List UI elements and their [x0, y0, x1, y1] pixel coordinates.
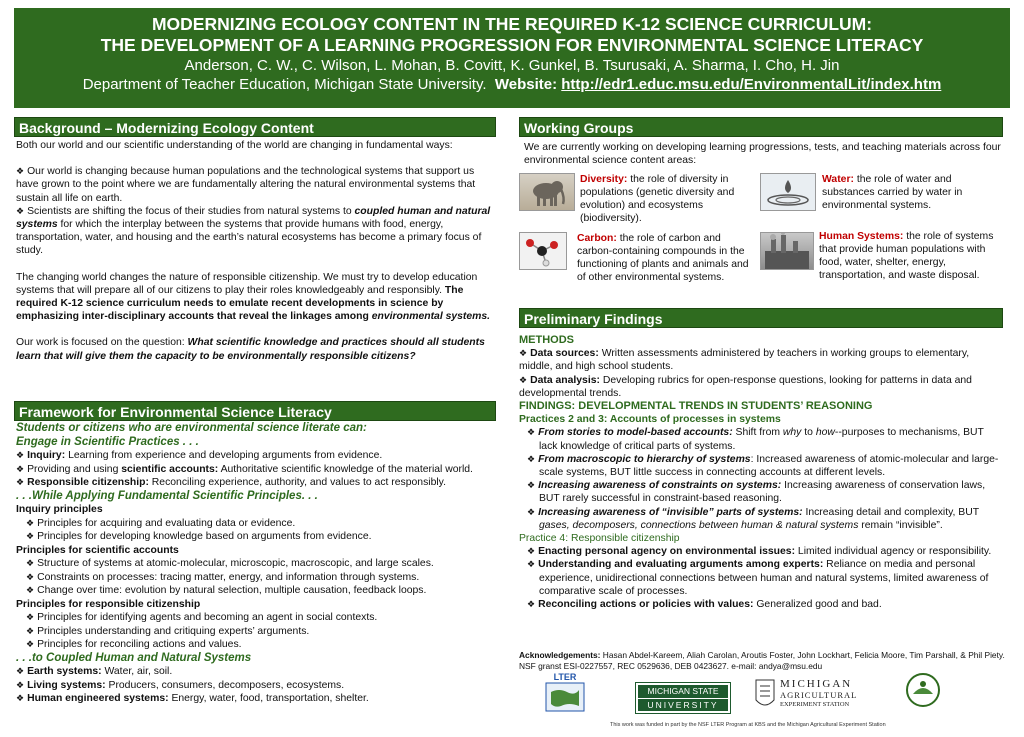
framework-living-systems: ❖ Living systems: Producers, consumers, decomposers, ecosystems. — [16, 679, 345, 691]
kbs-seal-icon — [905, 672, 941, 708]
website-link[interactable]: http://edr1.educ.msu.edu/EnvironmentalLit/index.htm — [561, 76, 942, 93]
framework-lead-3: . . .While Applying Fundamental Scientific Principles. . . — [16, 489, 318, 502]
framework-item-inquiry: ❖ Inquiry: Learning from experience and developing arguments from evidence. — [16, 450, 383, 461]
poster-title-line2: THE DEVELOPMENT OF A LEARNING PROGRESSION FOR ENVIRONMENTAL SCIENCE LITERACY — [100, 35, 924, 55]
framework-lead-1: Students or citizens who are environmental science literate can: — [16, 422, 367, 434]
lter-map-icon — [545, 682, 585, 712]
kbs-seal-logo — [905, 672, 941, 708]
framework-earth-systems: ❖ Earth systems: Water, air, soil. — [16, 666, 173, 677]
carbon-molecule-image — [519, 232, 567, 270]
background-bullet-1: ❖ Our world is changing because human populations and the technological systems that support us have grown to the point where we are fundamentally altering the natural environmental systems that sustain all life on earth. — [16, 166, 476, 204]
water-drop-image — [760, 173, 816, 211]
water-description: Water: the role of water and substances carried by water in environmental systems. — [822, 174, 963, 211]
framework-inquiry-principle-2: ❖ Principles for developing knowledge based on arguments from evidence. — [26, 531, 372, 542]
acknowledgements: Acknowledgements: Hasan Abdel-Kareem, Aliah Carolan, Aroutis Foster, John Lockhart, Felicia Moore, Tim Parshall, & Phil Piety. NSF granst ESI-0227557, REC 0529636, DEB 0423627. e-mail: andya@msu.edu — [519, 650, 1005, 671]
dept-text: Department of Teacher Education, Michigan State University. — [82, 76, 487, 93]
maes-logo — [754, 678, 874, 714]
practice-4-heading: Practice 4: Responsible citizenship — [519, 533, 680, 545]
findings-body — [519, 334, 1005, 611]
poster-authors: Anderson, C. W., C. Wilson, L. Mohan, B. Covitt, K. Gunkel, B. Tsurusaki, A. Sharma, I. Cho, H. Jin — [184, 57, 840, 74]
framework-sci-principle-3: ❖ Change over time: evolution by natural selection, multiple causation, feedback loops. — [26, 585, 427, 596]
finding-invisible-parts: ❖ Increasing awareness of “invisible” parts of systems: Increasing detail and complexity, BUT gases, decomposers, connections between human & natural systems remain “invisible”. — [527, 506, 979, 531]
factory-icon — [761, 233, 813, 269]
background-para-3: Our work is focused on the question: What scientific knowledge and practices should all students learn that will give them the capacity to be environmentally responsible citizens? — [16, 337, 485, 362]
finding-constraints: ❖ Increasing awareness of constraints on systems: Increasing awareness of conservation laws, BUT rarely successful in constraint-based reasoning. — [527, 480, 986, 505]
msu-logo-line1: MICHIGAN STATE — [638, 685, 728, 699]
framework-inquiry-principle-1: ❖ Principles for acquiring and evaluating data or evidence. — [26, 517, 296, 529]
diversity-description: Diversity: the role of diversity in populations (genetic diversity and evolution) and ecosystems (biodiversity). — [580, 174, 735, 224]
framework-resp-principle-1: ❖ Principles for identifying agents and becoming an agent in social contexts. — [26, 612, 378, 623]
finding-stories-to-models: ❖ From stories to model-based accounts: Shift from why to how--purposes to mechanisms, BUT lack knowledge of critical parts of systems. — [527, 427, 984, 452]
finding-evaluating-arguments: ❖ Understanding and evaluating arguments among experts: Reliance on media and personal experience, unidirectional connections between human and natural systems, limited awareness of comparative scale of processes. — [527, 559, 989, 597]
background-intro: Both our world and our scientific understanding of the world are changing in fundamental ways: — [16, 140, 453, 151]
poster-title-line1: MODERNIZING ECOLOGY CONTENT IN THE REQUIRED K-12 SCIENCE CURRICULUM: — [151, 14, 873, 34]
framework-sci-heading: Principles for scientific accounts — [16, 544, 179, 556]
lter-logo-text: LTER — [553, 672, 577, 682]
framework-item-accounts: ❖ Providing and using scientific accounts: Authoritative scientific knowledge of the material world. — [16, 463, 473, 475]
framework-resp-heading: Principles for responsible citizenship — [16, 598, 201, 610]
background-para-2: The changing world changes the nature of responsible citizenship. We must try to develop education systems that will prepare all of our citizens to play their roles knowledgeably and responsibly. The required K-12 science curriculum needs to emulate recent developments in science by emphasizing inter-disciplinary accounts that reveal the linkages among environmental systems. — [16, 271, 491, 323]
practices-2-3-heading: Practices 2 and 3: Accounts of processes in systems — [519, 414, 781, 426]
carbon-description: Carbon: the role of carbon and carbon-containing compounds in the functioning of plants and animals and of other environmental systems. — [577, 233, 749, 283]
msu-logo-line2: UNIVERSITY — [647, 700, 719, 710]
background-bullet-2: ❖ Scientists are shifting the focus of their studies from natural systems to coupled human and natural systems for which the interplay between the systems that provide humans with food, energy, transportation, water, and housing and the earth’s natural ecosystems has become a primary focus of study. — [16, 205, 491, 257]
elephant-image — [519, 173, 575, 211]
methods-data-sources: ❖ Data sources: Written assessments administered by teachers in working groups to elementary, middle, and high school students. — [519, 348, 970, 373]
methods-data-analysis: ❖ Data analysis: Developing rubrics for open-response questions, looking for patterns in data and developmental trends. — [519, 374, 972, 399]
finding-reconciling-actions: ❖ Reconciling actions or policies with values: Generalized good and bad. — [527, 599, 882, 611]
water-drop-icon — [761, 174, 815, 210]
framework-resp-principle-2: ❖ Principles understanding and critiquing experts’ arguments. — [26, 625, 310, 637]
framework-human-systems: ❖ Human engineered systems: Energy, water, food, transportation, shelter. — [16, 693, 369, 704]
human-systems-description: Human Systems: the role of systems that provide human populations with food, water, shelter, energy, transportation, and waste disposal. — [819, 231, 994, 281]
framework-resp-principle-3: ❖ Principles for reconciling actions and values. — [26, 639, 242, 650]
poster-affiliation — [14, 75, 1010, 94]
finding-personal-agency: ❖ Enacting personal agency on environmental issues: Limited individual agency or responsibility. — [527, 546, 992, 558]
website-label: Website: — [494, 76, 558, 93]
msu-logo — [636, 683, 730, 713]
working-groups-intro: We are currently working on developing learning progressions, tests, and teaching materials across four environmental science content areas: — [524, 142, 1001, 167]
framework-sci-principle-1: ❖ Structure of systems at atomic-molecular, microscopic, macroscopic, and large scales. — [26, 558, 434, 569]
framework-item-citizenship: ❖ Responsible citizenship: Reconciling experience, authority, and values to act responsibly. — [16, 477, 446, 488]
background-section-title: Background – Modernizing Ecology Content — [14, 117, 496, 137]
maes-crest-icon — [754, 678, 776, 712]
framework-lead-4: . . .to Coupled Human and Natural Systems — [16, 651, 252, 664]
funding-footnote: This work was funded in part by the NSF LTER Program at KBS and the Michigan Agricultural Experiment Station — [610, 722, 886, 728]
framework-section-title: Framework for Environmental Science Literacy — [14, 401, 496, 421]
framework-body — [16, 422, 496, 706]
framework-sci-principle-2: ❖ Constraints on processes: tracing matter, energy, and information through systems. — [26, 571, 420, 583]
working-groups-section-title: Working Groups — [519, 117, 1003, 137]
human-systems-image — [760, 232, 814, 270]
maes-logo-line2: AGRICULTURAL — [780, 690, 858, 700]
lter-logo — [545, 672, 585, 714]
poster-header — [14, 8, 1010, 108]
framework-inquiry-heading: Inquiry principles — [16, 504, 103, 515]
maes-logo-line1: MICHIGAN — [780, 678, 853, 690]
background-body — [16, 139, 496, 363]
findings-section-title: Preliminary Findings — [519, 308, 1003, 328]
framework-lead-2: Engage in Scientific Practices . . . — [16, 435, 199, 448]
molecule-icon — [520, 233, 566, 269]
finding-macroscopic-hierarchy: ❖ From macroscopic to hierarchy of systems: Increased awareness of atomic-molecular and large-scale systems, BUT little success in connecting accounts at different levels. — [527, 453, 999, 479]
findings-heading: FINDINGS: DEVELOPMENTAL TRENDS IN STUDENTS’ REASONING — [519, 400, 873, 413]
methods-heading: METHODS — [519, 334, 574, 346]
maes-logo-line3: EXPERIMENT STATION — [780, 701, 850, 708]
elephant-icon — [520, 174, 574, 210]
